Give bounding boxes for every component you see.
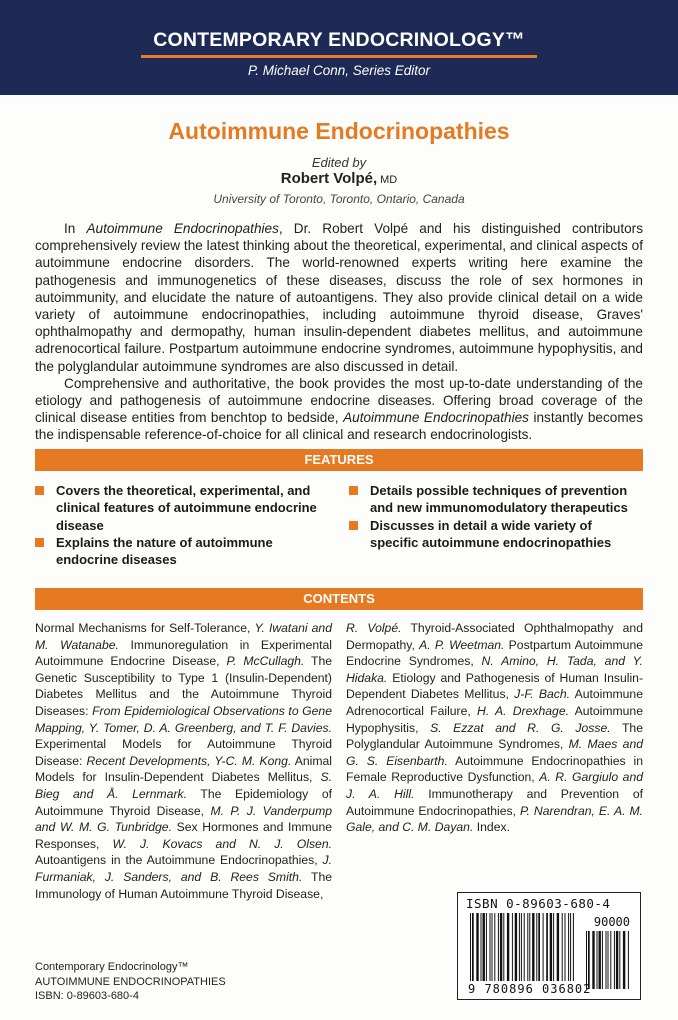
text-run: Autoimmune Hypophysitis, (346, 703, 643, 735)
barcode-bar (536, 913, 537, 981)
barcode-bar (550, 913, 552, 981)
text-run: The Immunology of Human Autoimmune Thyroid Disease, (35, 869, 333, 901)
square-bullet-icon (35, 486, 44, 495)
text-run: Autoimmune Adrenocortical Failure, (346, 687, 643, 718)
series-title: CONTEMPORARY ENDOCRINOLOGY™ (153, 29, 525, 51)
barcode-bar (538, 913, 540, 981)
barcode-bar (568, 913, 569, 981)
contents-column-left (35, 620, 332, 902)
features-right-column (349, 482, 639, 551)
barcode-bar (494, 913, 495, 981)
barcode-bar (472, 913, 474, 981)
italic-text-run: Y. Iwatani and M. Watanabe. (35, 621, 332, 652)
barcode-bar (532, 913, 534, 981)
addon-bars (586, 931, 629, 989)
barcode-bar (470, 913, 471, 981)
text-run: The Epidemiology of Autoimmune Thyroid Disease, (35, 786, 332, 818)
italic-text-run: R. Volpé. (346, 621, 402, 635)
barcode-bar (586, 931, 587, 989)
barcode-ean-number: 9 780896 036802 (468, 982, 592, 996)
text-run: Immunotherapy and Prevention of Autoimmune Endocrinopathies, (346, 786, 643, 818)
square-bullet-icon (349, 486, 358, 495)
barcode-bar (486, 913, 487, 981)
feature-item (349, 482, 639, 517)
barcode-bar (565, 913, 566, 981)
italic-text-run: A. P. Weetman. (419, 637, 505, 652)
ean-bars (470, 913, 574, 981)
barcode-bar (628, 931, 629, 989)
italic-text-run: A. R. Gargiulo and J. A. Hill. (346, 770, 643, 801)
text-run: Experimental Models for Autoimmune Thyroid Disease: (35, 737, 332, 768)
italic-text-run: M. P. J. Vanderpump and W. M. G. Tunbridge. (35, 803, 332, 835)
barcode-bar (616, 931, 618, 989)
footer-series: Contemporary Endocrinology™ (35, 961, 189, 973)
barcode-bar (623, 931, 625, 989)
barcode-bar (588, 931, 590, 989)
barcode-bar (562, 913, 563, 981)
barcode-bar (608, 931, 609, 989)
feature-item (35, 534, 325, 569)
feature-item (35, 482, 325, 534)
barcode-bar (507, 913, 509, 981)
barcode-bar (529, 913, 530, 981)
barcode-bar (573, 913, 574, 981)
feature-text: Covers the theoretical, experimental, and clinical features of autoimmune endocrine disease (56, 483, 317, 533)
barcode-bar (492, 913, 493, 981)
square-bullet-icon (35, 538, 44, 547)
contents-heading: CONTENTS (35, 588, 643, 610)
barcode-bar (570, 913, 571, 981)
text-run: The Genetic Susceptibility to Type 1 (Insulin-Dependent) Diabetes Mellitus and the Autoimmune Thyroid Diseases: (35, 654, 332, 718)
series-editor: P. Michael Conn, Series Editor (247, 63, 431, 78)
text-run: Etiology and Pathogenesis of Human Insulin-Dependent Diabetes Mellitus, (346, 670, 643, 702)
footer-book-info (35, 960, 226, 1004)
italic-text-run: J-F. Bach. (514, 687, 570, 702)
italic-text-run: Autoimmune Endocrinopathies (343, 410, 529, 426)
text-run: Comprehensive and authoritative, the book provides the most up-to-date understanding of the etiology and pathogenesis of autoimmune endocrine diseases. Offering broad coverage of the clinical disease entities from benchtop to bedside, (35, 375, 643, 426)
italic-text-run: From Epidemiological Observations to Gene Mapping, Y. Tomer, D. A. Greenberg, and T. F. Davies. (35, 703, 332, 735)
barcode-isbn-label: ISBN 0-89603-680-4 (466, 896, 611, 911)
italic-text-run: M. Maes and G. S. Eisenbarth. (346, 737, 643, 768)
barcode-bar (557, 913, 559, 981)
features-left-column (35, 482, 325, 568)
barcode-bar (476, 913, 478, 981)
features-list (35, 482, 643, 582)
editor-line (0, 170, 678, 187)
barcode-bar (490, 913, 491, 981)
italic-text-run: P. Narendran, E. A. M. Gale, and C. M. Dayan. (346, 803, 643, 835)
features-heading: FEATURES (35, 449, 643, 471)
barcode-bar (606, 931, 607, 989)
text-run: In (64, 221, 87, 236)
edited-by-label: Edited by (311, 155, 367, 170)
italic-text-run: S. Bieg and Å. Lernmark. (35, 770, 332, 801)
barcode-bar (597, 931, 598, 989)
barcode-bar (543, 913, 544, 981)
text-run: instantly becomes the indispensable reference-of-choice for all clinical and research endocrinologists. (35, 410, 643, 443)
text-run: Index. (473, 820, 510, 835)
feature-text: Details possible techniques of prevention and new immunomodulatory therapeutics (370, 483, 628, 516)
barcode-bar (602, 931, 603, 989)
footer-isbn: ISBN: 0-89603-680-4 (35, 990, 139, 1002)
text-run: Immunoregulation in Experimental Autoimmune Endocrine Disease, (35, 637, 332, 669)
header-divider (141, 55, 537, 58)
barcode-bar (553, 913, 554, 981)
barcode-bar (527, 913, 528, 981)
barcode-bar (481, 913, 482, 981)
barcode-bar (521, 913, 522, 981)
italic-text-run: J. Furmaniak, J. Sanders, and B. Rees Smith. (35, 853, 332, 884)
barcode-bar (592, 931, 594, 989)
italic-text-run: N. Amino, H. Tada, and Y. Hidaka. (346, 654, 643, 685)
description-paragraph-1 (35, 220, 643, 375)
text-run: The Polyglandular Autoimmune Syndromes, (346, 720, 643, 752)
barcode-bar (599, 931, 601, 989)
square-bullet-icon (349, 521, 358, 530)
text-run: Autoimmune Endocrinopathies in Female Reproductive Dysfunction, (346, 753, 643, 785)
barcode-bar (500, 913, 502, 981)
barcode-bar (515, 913, 517, 981)
barcode-bar (610, 931, 611, 989)
barcode-bar (524, 913, 525, 981)
barcode-bar (619, 931, 620, 989)
editor-name: Robert Volpé, (280, 170, 378, 187)
editor-affiliation: University of Toronto, Toronto, Ontario, Canada (213, 192, 465, 206)
italic-text-run: S. Ezzat and R. G. Josse. (430, 720, 611, 735)
italic-text-run: Autoimmune Endocrinopathies (86, 221, 279, 236)
italic-text-run: Recent Developments, Y-C. M. Kong. (86, 753, 292, 768)
text-run: Postpartum Autoimmune Endocrine Syndromes, (346, 637, 643, 669)
text-run: Normal Mechanisms for Self-Tolerance, (35, 621, 255, 635)
book-title: Autoimmune Endocrinopathies (168, 118, 510, 144)
book-description (35, 220, 643, 444)
description-paragraph-2 (35, 375, 643, 444)
barcode-bar (512, 913, 513, 981)
barcode-bar (519, 913, 520, 981)
barcode-bar (483, 913, 485, 981)
italic-text-run: P. McCullagh. (226, 654, 305, 669)
text-run: Autoantigens in the Autoimmune Endocrinopathies, (35, 853, 323, 868)
editor-degree: MD (380, 174, 398, 186)
italic-text-run: W. J. Kovacs and N. J. Olsen. (112, 836, 332, 851)
feature-item (349, 517, 639, 552)
barcode-bar (498, 913, 499, 981)
text-run: Thyroid-Associated Ophthalmopathy and Dermopathy, (346, 621, 643, 652)
barcode-addon-number: 90000 (593, 915, 630, 929)
barcode-bar (546, 913, 548, 981)
isbn-barcode (457, 892, 641, 1000)
feature-text: Explains the nature of autoimmune endocrine diseases (56, 534, 273, 568)
text-run: , Dr. Robert Volpé and his distinguished contributors comprehensively review the latest thinking about the theoretical, experimental, and clinical aspects of autoimmune endocrine disorders. The world-renowned experts writing here examine the pathogenesis and immunogenetics of these diseases, discuss the role of sex hormones in autoimmunity, and elucidate the nature of autoantigens. They also provide clinical detail on a wide variety of autoimmune endocrinopathies, including autoimmune thyroid disease, Graves' ophthalmopathy and dermopathy, human insulin-dependent diabetes mellitus, and autoimmune adrenocortical failure. Postpartum autoimmune endocrine syndromes, autoimmune hypophysitis, and the polyglandular autoimmune syndromes are also discussed in detail. (35, 221, 643, 374)
contents-column-right (346, 620, 643, 836)
text-run: Sex Hormones and Immune Responses, (35, 820, 332, 851)
barcode-bar (503, 913, 504, 981)
barcode-bar (614, 931, 615, 989)
italic-text-run: H. A. Drexhage. (477, 703, 569, 718)
footer-title: AUTOIMMUNE ENDOCRINOPATHIES (35, 975, 226, 988)
text-run: Animal Models for Insulin-Dependent Diabetes Mellitus, (35, 753, 332, 785)
feature-text: Discusses in detail a wide variety of specific autoimmune endocrinopathies (370, 517, 612, 550)
